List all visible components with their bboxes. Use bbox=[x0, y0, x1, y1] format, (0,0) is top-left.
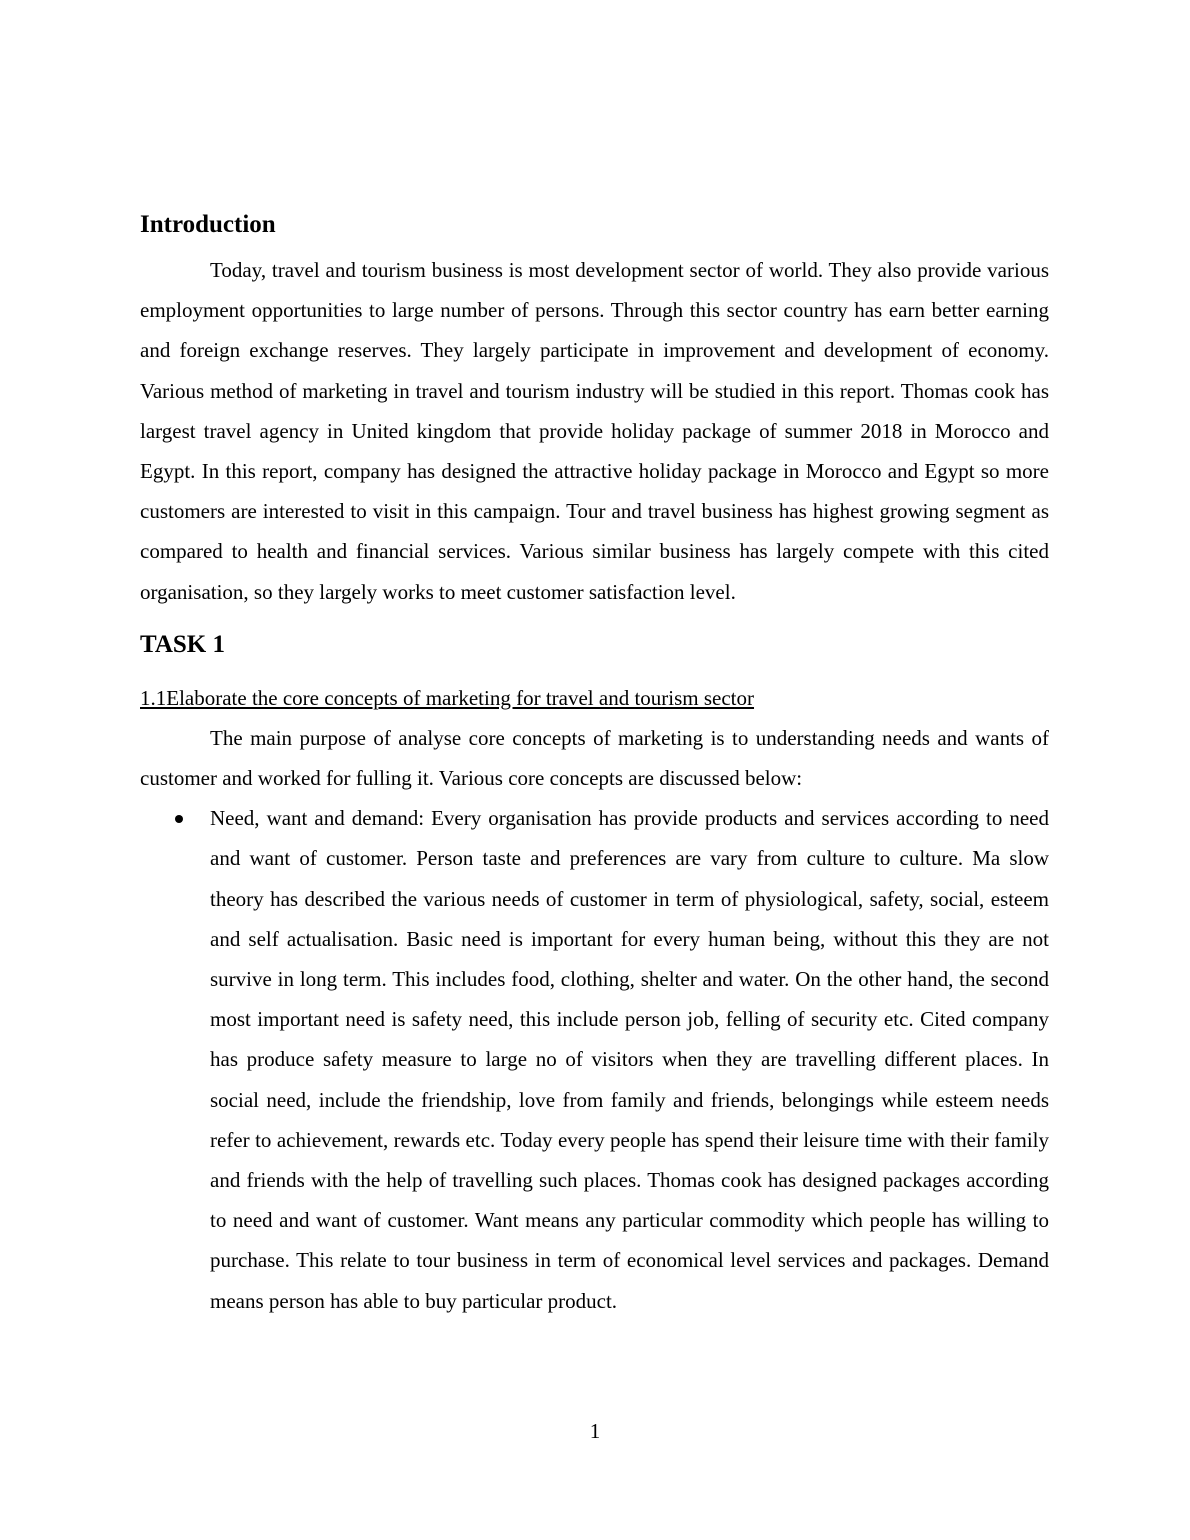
section-subheading: 1.1Elaborate the core concepts of marketing for travel and tourism sector bbox=[140, 685, 755, 710]
task-heading: TASK 1 bbox=[140, 630, 225, 658]
page-content bbox=[140, 206, 1049, 1321]
bullet-list bbox=[140, 798, 1049, 1321]
page-number: 1 bbox=[589, 1419, 601, 1443]
introduction-heading: Introduction bbox=[140, 211, 276, 238]
list-item-text: Need, want and demand: Every organisation has provide products and services according to need and want of customer. Person taste and preferences are vary from culture to culture. Ma slow theory has described the various needs of customer in term of physiological, safety, social, esteem and self actualisation. Basic need is important for every human being, without this they are not survive in long term. This includes food, clothing, shelter and water. On the other hand, the second most important need is safety need, this include person job, felling of security etc. Cited company has produce safety measure to large no of visitors when they are travelling different places. In social need, include the friendship, love from family and friends, belongings while esteem needs refer to achievement, rewards etc. Today every people has spend their leisure time with their family and friends with the help of travelling such places. Thomas cook has designed packages according to need and want of customer. Want means any particular commodity which people has willing to purchase. This relate to tour business in term of economical level services and packages. Demand means person has able to buy particular product. bbox=[210, 806, 1049, 1313]
task-paragraph: The main purpose of analyse core concepts of marketing is to understanding needs and wants of customer and worked for fulling it. Various core concepts are discussed below: bbox=[140, 725, 1049, 791]
bullet-icon bbox=[175, 815, 183, 823]
introduction-paragraph: Today, travel and tourism business is most development sector of world. They also provide various employment opportunities to large number of persons. Through this sector country has earn better earning and foreign exchange reserves. They largely participate in improvement and development of economy. Various method of marketing in travel and tourism industry will be studied in this report. Thomas cook has largest travel agency in United kingdom that provide holiday package of summer 2018 in Morocco and Egypt. In this report, company has designed the attractive holiday package in Morocco and Egypt so more customers are interested to visit in this campaign. Tour and travel business has highest growing segment as compared to health and financial services. Various similar business has largely compete with this cited organisation, so they largely works to meet customer satisfaction level. bbox=[140, 258, 1049, 604]
list-item bbox=[210, 798, 1049, 1321]
